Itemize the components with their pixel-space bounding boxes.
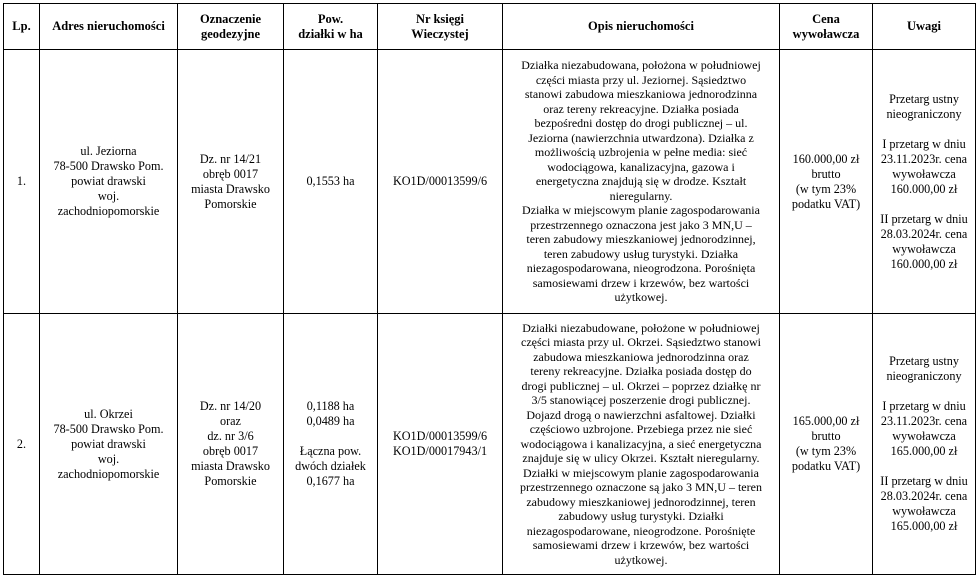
pow-line: 0,1188 ha: [306, 399, 355, 413]
cena-line: (w tym 23%: [795, 181, 857, 196]
adres-line: woj.: [97, 451, 120, 466]
header-adres: Adres nieruchomości: [40, 4, 178, 50]
header-pow-line: Pow.: [317, 11, 344, 26]
opis-line: częściowo uzbrojone. Przebiega przez nie sieć: [529, 422, 753, 437]
cell-oznaczenie: [178, 314, 284, 575]
adres-line: zachodniopomorskie: [57, 204, 160, 218]
uwagi-line: nieograniczony: [886, 369, 962, 383]
property-table: [3, 3, 976, 575]
cell-ksiega: [378, 50, 503, 314]
header-ksiega-line: Wieczystej: [411, 26, 469, 41]
adres-line: ul. Jeziorna: [80, 144, 137, 158]
oznaczenie-line: miasta Drawsko: [191, 181, 270, 196]
ksiega-line: KO1D/00013599/6: [392, 429, 488, 443]
opis-line: Działki niezabudowane, położone w południowej: [522, 320, 760, 335]
uwagi-line: 28.03.2024r. cena: [880, 226, 968, 241]
ksiega-line: KO1D/00017943/1: [392, 444, 488, 458]
uwagi-line: 28.03.2024r. cena: [880, 489, 968, 503]
uwagi-line: 160.000,00 zł: [890, 256, 958, 271]
adres-line: zachodniopomorskie: [57, 466, 160, 481]
cell-uwagi: [873, 314, 976, 575]
table-row: [4, 314, 976, 575]
uwagi-line: 165.000,00 zł: [890, 519, 958, 533]
uwagi-line: wywoławcza: [892, 166, 956, 181]
cena-line: (w tym 23%: [795, 444, 857, 458]
line-gap: [286, 429, 375, 444]
uwagi-line: II przetarg w dniu: [880, 474, 968, 488]
oznaczenie-line: Pomorskie: [204, 474, 257, 488]
cena-line: podatku VAT): [791, 196, 861, 211]
oznaczenie-line: Pomorskie: [204, 196, 257, 211]
header-oznaczenie-line: geodezyjne: [200, 26, 260, 41]
oznaczenie-line: obręb 0017: [202, 166, 259, 181]
header-oznaczenie: [178, 4, 284, 50]
uwagi-line: I przetarg w dniu: [882, 136, 966, 151]
uwagi-line: nieograniczony: [886, 106, 962, 121]
block-gap: [875, 459, 973, 474]
cell-adres: [40, 50, 178, 314]
adres-line: 78-500 Drawsko Pom.: [53, 421, 164, 436]
cena-line: 165.000,00 zł: [792, 414, 860, 428]
opis-line: energetyczna znajdują się w drodze. Kształt: [535, 174, 747, 189]
header-cena-line: Cena: [812, 11, 840, 26]
uwagi-line: 165.000,00 zł: [890, 444, 958, 458]
uwagi-line: 23.11.2023r. cena: [880, 151, 968, 166]
opis-line: niezagospodarowane, nieogrodzone. Porośnięte: [526, 523, 756, 538]
opis-line: teren zabudowy mieszkaniowej jednorodzinnej,: [526, 232, 756, 247]
oznaczenie-line: oraz: [220, 414, 241, 428]
opis-line: samosiewami drzew i krzewów, bez wartości: [532, 275, 750, 290]
oznaczenie-line: dz. nr 3/6: [207, 429, 254, 443]
cell-uwagi: [873, 50, 976, 314]
adres-line: woj.: [97, 189, 120, 203]
cell-cena: [780, 314, 873, 575]
pow-line: dwóch działek: [295, 459, 366, 473]
oznaczenie-line: obręb 0017: [202, 444, 259, 458]
header-oznaczenie-line: Oznaczenie: [199, 11, 262, 26]
opis-line: wodociągowa i kanalizacyjna, a sieć energetyczna: [520, 436, 762, 451]
opis-line: samosiewami drzew i krzewów, bez wartości: [532, 538, 750, 553]
pow-line: Łączna pow.: [299, 444, 362, 458]
block-gap: [875, 122, 973, 137]
opis-line: wodociągowa, kanalizacyjna, gazowa i: [547, 159, 735, 174]
cell-adres: [40, 314, 178, 575]
cell-ksiega: [378, 314, 503, 575]
cena-line: brutto: [811, 429, 841, 443]
opis-line: Działki w miejscowym planie zagospodarowania: [523, 465, 759, 480]
header-pow: [284, 4, 378, 50]
block-gap: [875, 384, 973, 399]
header-ksiega-line: Nr księgi: [415, 11, 465, 26]
oznaczenie-line: Dz. nr 14/20: [199, 399, 262, 413]
cena-line: 160.000,00 zł: [792, 151, 860, 166]
opis-line: Dojazd drogą o nawierzchni asfaltowej. Działki: [526, 407, 756, 422]
pow-line: 0,0489 ha: [306, 414, 355, 428]
cell-oznaczenie: [178, 50, 284, 314]
adres-line: ul. Okrzei: [84, 406, 133, 421]
cell-opis: [503, 50, 780, 314]
opis-line: nieregularny.: [609, 188, 673, 203]
header-pow-line: działki w ha: [298, 26, 363, 41]
adres-line: powiat drawski: [71, 174, 146, 188]
opis-line: znajduje się w ulicy Okrzei. Kształt nieregularny.: [522, 451, 760, 466]
opis-line: Działka niezabudowana, położona w południowej: [521, 58, 761, 73]
uwagi-line: wywoławcza: [892, 429, 956, 443]
uwagi-line: Przetarg ustny: [889, 354, 959, 368]
opis-line: użytkowej.: [614, 552, 668, 567]
opis-line: użytkowej.: [614, 290, 668, 305]
header-row: [4, 4, 976, 50]
cell-cena: [780, 50, 873, 314]
opis-line: tereny rekreacyjne. Działka posiada dostęp do: [530, 364, 752, 379]
block-gap: [875, 197, 973, 212]
opis-line: stanowi zabudowa mieszkaniowa jednorodzinna: [524, 87, 758, 102]
header-cena-line: wywoławcza: [792, 26, 860, 41]
opis-line: bezpośredni dostęp do drogi publicznej – ul.: [534, 116, 748, 131]
uwagi-line: 23.11.2023r. cena: [880, 414, 968, 428]
cell-opis: [503, 314, 780, 575]
uwagi-line: Przetarg ustny: [889, 91, 959, 106]
opis-line: przestrzennego oznaczone są jako 3 MN,U – teren: [520, 480, 762, 495]
opis-line: zabudowa mieszkaniowa jednorodzinna oraz: [533, 349, 749, 364]
opis-line: 3/5 stanowiącej poszerzenie drogi publicznej.: [531, 393, 751, 408]
header-lp: Lp.: [4, 4, 40, 50]
opis-line: części miasta przy ul. Okrzei. Sąsiedztwo stanowi: [521, 335, 761, 350]
ksiega-line: KO1D/00013599/6: [392, 174, 488, 188]
cena-line: podatku VAT): [791, 459, 861, 473]
oznaczenie-line: miasta Drawsko: [191, 459, 270, 473]
cena-line: brutto: [811, 166, 841, 181]
opis-line: niezagospodarowana, nieogrodzona. Porośnięta: [526, 261, 756, 276]
cell-pow: [284, 50, 378, 314]
header-cena: [780, 4, 873, 50]
opis-line: możliwością uzbrojenia w pełne media: sieć: [534, 145, 748, 160]
header-uwagi: Uwagi: [873, 4, 976, 50]
uwagi-line: I przetarg w dniu: [882, 399, 966, 413]
cell-lp: 1.: [4, 50, 40, 314]
opis-line: przestrzennego oznaczona jest jako 3 MN,U –: [530, 217, 752, 232]
pow-line: 0,1677 ha: [306, 474, 355, 488]
uwagi-line: wywoławcza: [892, 241, 956, 256]
oznaczenie-line: Dz. nr 14/21: [199, 151, 262, 166]
opis-line: teren zabudowy usług turystyki. Działka: [543, 246, 739, 261]
header-opis: Opis nieruchomości: [503, 4, 780, 50]
opis-line: drogi publicznej – ul. Okrzei – poprzez działkę nr: [521, 378, 761, 393]
cell-lp: 2.: [4, 314, 40, 575]
uwagi-line: 160.000,00 zł: [890, 181, 958, 196]
cell-pow: [284, 314, 378, 575]
uwagi-line: II przetarg w dniu: [880, 211, 968, 226]
header-ksiega: [378, 4, 503, 50]
table-row: [4, 50, 976, 314]
opis-line: zabudowy mieszkaniowej jednorodzinnej, teren: [526, 494, 756, 509]
adres-line: 78-500 Drawsko Pom.: [53, 159, 164, 173]
opis-line: Jeziorna (nawierzchnia utwardzona). Działka z: [528, 130, 754, 145]
opis-line: Działka w miejscowym planie zagospodarowania: [522, 203, 760, 218]
pow-line: 0,1553 ha: [306, 174, 355, 188]
uwagi-line: wywoławcza: [892, 504, 956, 518]
opis-line: części miasta przy ul. Jeziornej. Sąsiedztwo: [535, 72, 747, 87]
opis-line: oraz tereny rekreacyjne. Działka posiada: [543, 101, 739, 116]
opis-line: zabudowy usług turystyki. Działki: [558, 509, 724, 524]
adres-line: powiat drawski: [71, 436, 146, 451]
